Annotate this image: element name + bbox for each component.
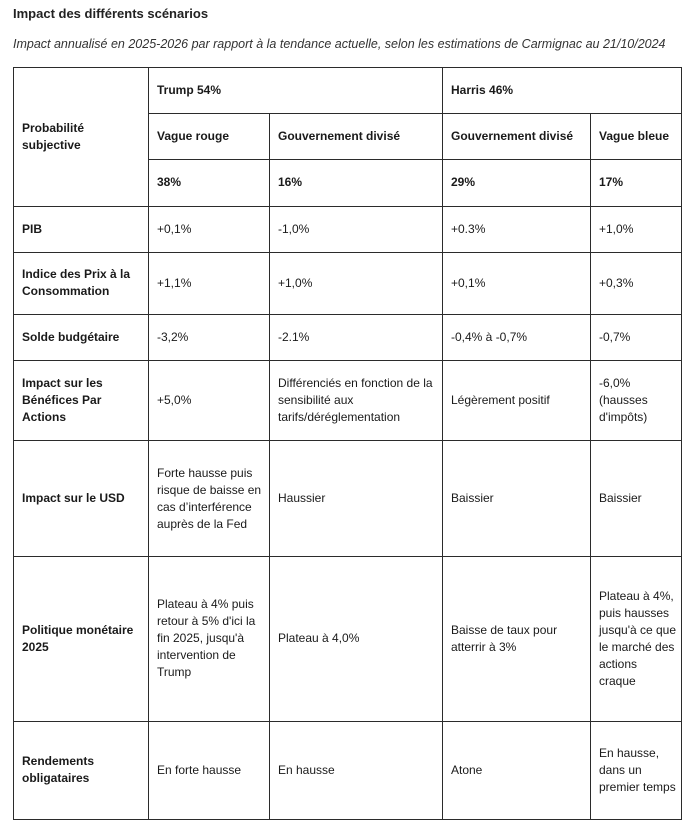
table-cell: -0,7% [591, 314, 682, 360]
table-row [14, 556, 682, 721]
table-cell: Haussier [270, 441, 443, 556]
table-cell: Baisse de taux pour atterrir à 3% [443, 556, 591, 721]
table-cell: En hausse, dans un premier temps [591, 721, 682, 819]
table-cell: +1,1% [149, 252, 270, 314]
table-cell: Légèrement positif [443, 361, 591, 441]
table-cell: Plateau à 4%, puis hausses jusqu'à ce que le marché des actions craque [591, 556, 682, 721]
scenario-header-vague-rouge: Vague rouge [149, 114, 270, 160]
table-cell: En forte hausse [149, 721, 270, 819]
candidate-header-trump: Trump 54% [149, 68, 443, 114]
scenario-table [13, 67, 682, 820]
table-cell: -3,2% [149, 314, 270, 360]
table-cell: +0.3% [443, 206, 591, 252]
scenario-header-gouvernement-divise-trump: Gouvernement divisé [270, 114, 443, 160]
table-cell: +0,1% [443, 252, 591, 314]
table-cell: Baissier [443, 441, 591, 556]
table-cell: Forte hausse puis risque de baisse en cas d’interférence auprès de la Fed [149, 441, 270, 556]
row-label: Impact sur le USD [14, 441, 149, 556]
table-cell: Plateau à 4% puis retour à 5% d'ici la fin 2025, jusqu'à intervention de Trump [149, 556, 270, 721]
table-row [14, 721, 682, 819]
row-label: PIB [14, 206, 149, 252]
scenario-probability: 16% [270, 160, 443, 206]
candidate-header-harris: Harris 46% [443, 68, 682, 114]
row-label: Indice des Prix à la Consommation [14, 252, 149, 314]
row-label: Impact sur les Bénéfices Par Actions [14, 361, 149, 441]
scenario-probability: 38% [149, 160, 270, 206]
table-cell: -1,0% [270, 206, 443, 252]
table-row [14, 314, 682, 360]
table-cell: -2.1% [270, 314, 443, 360]
scenario-header-vague-bleue: Vague bleue [591, 114, 682, 160]
table-cell: +1,0% [591, 206, 682, 252]
table-row [14, 252, 682, 314]
table-cell: Baissier [591, 441, 682, 556]
row-label: Politique monétaire 2025 [14, 556, 149, 721]
table-cell: Différenciés en fonction de la sensibilité aux tarifs/déréglementation [270, 361, 443, 441]
row-label: Solde budgétaire [14, 314, 149, 360]
table-cell: +0,3% [591, 252, 682, 314]
table-row [14, 361, 682, 441]
table-cell: +5,0% [149, 361, 270, 441]
table-cell: Plateau à 4,0% [270, 556, 443, 721]
scenario-probability: 17% [591, 160, 682, 206]
table-cell: -0,4% à -0,7% [443, 314, 591, 360]
scenario-header-gouvernement-divise-harris: Gouvernement divisé [443, 114, 591, 160]
row-label: Rendements obligataires [14, 721, 149, 819]
table-row [14, 441, 682, 556]
table-cell: -6,0% (hausses d'impôts) [591, 361, 682, 441]
table-cell: Atone [443, 721, 591, 819]
page-title: Impact des différents scénarios [13, 6, 209, 21]
table-row [14, 206, 682, 252]
table-cell: +0,1% [149, 206, 270, 252]
probability-label: Probabilité subjective [14, 68, 149, 207]
table-cell: En hausse [270, 721, 443, 819]
scenario-probability: 29% [443, 160, 591, 206]
table-cell: +1,0% [270, 252, 443, 314]
header-row-candidates [14, 68, 682, 114]
page-subtitle: Impact annualisé en 2025-2026 par rapport à la tendance actuelle, selon les estimations de Carmignac au 21/10/2024 [13, 37, 666, 51]
